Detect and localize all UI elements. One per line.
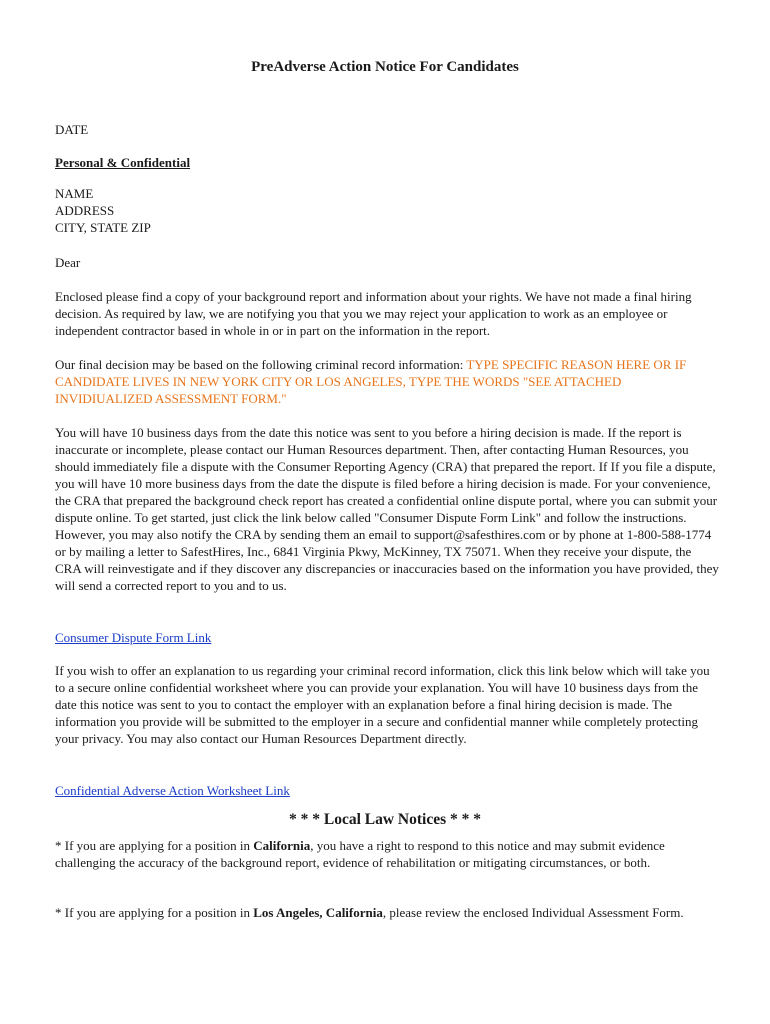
notice-los-angeles: [55, 904, 720, 921]
paragraph-explanation: If you wish to offer an explanation to us regarding your criminal record information, click this link below which will take you to a secure online confidential worksheet where you can provide your explanation. You will have 10 business days from the date this notice was sent to you to contact the employer with an explanation before a final hiring decision is made. The information you provide will be submitted to the employer in a secure and confidential manner while completely protecting your privacy. You may also contact our Human Resources Department directly.: [55, 663, 710, 746]
link-container-worksheet: [55, 782, 720, 799]
paragraph-dispute-rights: You will have 10 business days from the date this notice was sent to you before a hiring decision is made. If the report is inaccurate or incomplete, please contact our Human Resources department. Then, after contacting Human Resources, you should immediately file a dispute with the Consumer Reporting Agency (CRA) that prepared the report. If If you file a dispute, you will have 10 more business days from the date the dispute is filed before a hiring decision is made. For your convenience, the CRA that prepared the background check report has created a confidential online dispute portal, where you can submit your dispute online. To get started, just click the link below called "Consumer Dispute Form Link" and follow the instructions. However, you may also notify the CRA by sending them an email to support@safesthires.com or by phone at 1-800-588-1774 or by mailing a letter to SafestHires, Inc., 6841 Virginia Pkwy, McKinney, TX 75071. When they receive your dispute, the CRA will reinvestigate and if they discover any discrepancies or inaccuracies based on the information you have provided, they will send a corrected report to you and to us.: [55, 425, 719, 593]
link-container-dispute: [55, 629, 720, 646]
notice-la-post: , please review the enclosed Individual Assessment Form.: [382, 905, 684, 920]
notice-la-pre: * If you are applying for a position in: [55, 905, 254, 920]
consumer-dispute-form-link[interactable]: Consumer Dispute Form Link: [55, 630, 212, 645]
address-city-state-zip: CITY, STATE ZIP: [55, 220, 151, 235]
confidential-label: Personal & Confidential: [55, 155, 191, 170]
reason-placeholder: TYPE SPECIFIC REASON HERE OR IF CANDIDATE LIVES IN NEW YORK CITY OR LOS ANGELES, TYPE THE WORDS "SEE ATTACHED INVIDIUALIZED ASSESSMENT FORM.": [55, 357, 687, 406]
page-title: PreAdverse Action Notice For Candidates: [251, 59, 519, 75]
decision-basis-lead: Our final decision may be based on the following criminal record information:: [55, 357, 467, 372]
notice-california-pre: * If you are applying for a position in: [55, 838, 254, 853]
date-placeholder: DATE: [55, 122, 89, 137]
salutation: Dear: [55, 255, 81, 270]
notice-california: [55, 837, 720, 871]
notice-california-post: , you have a right to respond to this notice and may submit evidence challenging the accuracy of the background report, evidence of rehabilitation or mitigating circumstances, or both.: [55, 838, 665, 870]
paragraph-intro: Enclosed please find a copy of your background report and information about your rights. We have not made a final hiring decision. As required by law, we are notifying you that you we may reject your application to work as an employee or independent contractor based in whole in or in part on the information in the report.: [55, 289, 692, 338]
paragraph-decision-basis: [55, 356, 720, 407]
notice-california-place: California: [253, 838, 311, 853]
address-street: ADDRESS: [55, 203, 115, 218]
address-name: NAME: [55, 186, 94, 201]
notice-la-place: Los Angeles, California: [253, 905, 383, 920]
adverse-action-worksheet-link[interactable]: Confidential Adverse Action Worksheet Link: [55, 783, 290, 798]
local-law-heading: * * * Local Law Notices * * *: [288, 811, 481, 828]
recipient-address: [55, 185, 720, 236]
